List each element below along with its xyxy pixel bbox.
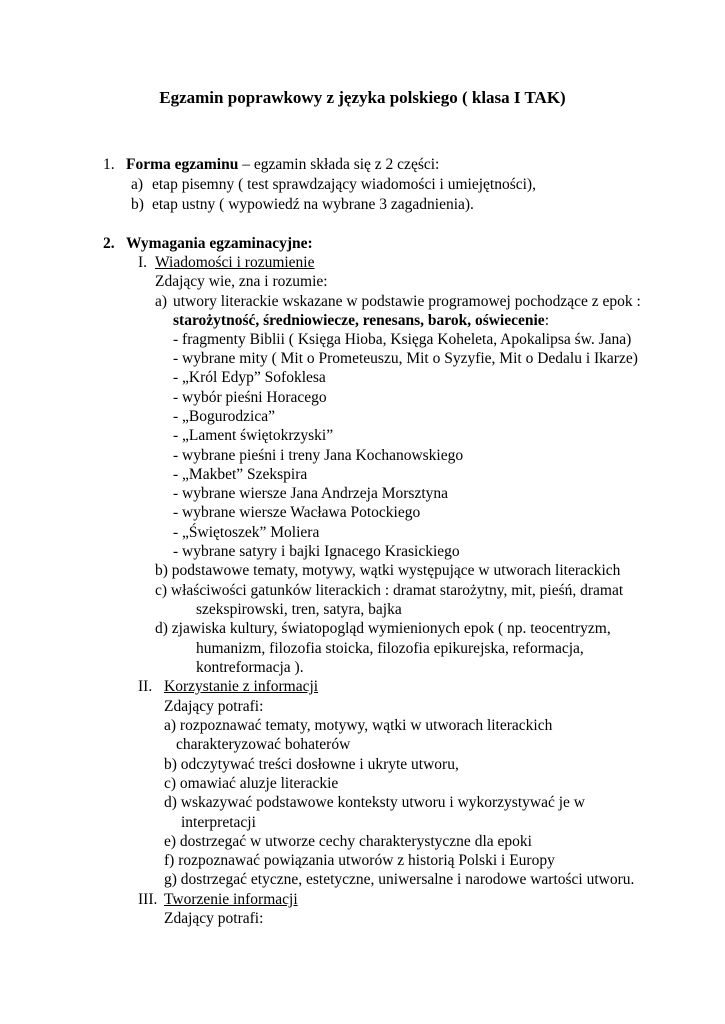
work-item: - wybrane pieśni i treny Jana Kochanowskiego bbox=[173, 447, 464, 464]
section-2-number: 2. bbox=[103, 235, 115, 252]
part-3-numeral: III. bbox=[138, 891, 158, 908]
part-1-item-d-cont: kontreformacja ). bbox=[196, 659, 304, 676]
work-item: - wybór pieśni Horacego bbox=[173, 389, 327, 406]
work-item: - „Bogurodzica” bbox=[173, 408, 275, 425]
work-item: - „Świętoszek” Moliera bbox=[173, 524, 320, 541]
work-item: - wybrane mity ( Mit o Prometeuszu, Mit o Syzyfie, Mit o Dedalu i Ikarze) bbox=[173, 350, 638, 367]
work-item: - „Król Edyp” Sofoklesa bbox=[173, 369, 326, 386]
part-2-item: c) omawiać aluzje literackie bbox=[164, 775, 339, 792]
part-2-item-cont: charakteryzować bohaterów bbox=[176, 736, 351, 753]
section-1-heading: Forma egzaminu bbox=[126, 156, 239, 173]
work-item: - „Lament świętokrzyski” bbox=[173, 427, 334, 444]
part-2-item: e) dostrzegać w utworze cechy charakterystyczne dla epoki bbox=[164, 833, 532, 850]
part-2-numeral: II. bbox=[138, 678, 153, 695]
part-1-item-d-cont: humanizm, filozofia stoicka, filozofia epikurejska, reformacja, bbox=[196, 640, 584, 657]
section-2-heading: Wymagania egzaminacyjne: bbox=[126, 235, 313, 252]
work-item: - wybrane wiersze Wacława Potockiego bbox=[173, 504, 421, 521]
part-2-item: b) odczytywać treści dosłowne i ukryte utworu, bbox=[164, 756, 459, 773]
section-1-item-a-text: etap pisemny ( test sprawdzający wiadomości i umiejętności), bbox=[152, 176, 536, 193]
part-1-heading: Wiadomości i rozumienie bbox=[155, 254, 315, 271]
part-2-heading: Korzystanie z informacji bbox=[164, 678, 319, 695]
section-1-item-b-text: etap ustny ( wypowiedź na wybrane 3 zagadnienia). bbox=[152, 196, 474, 213]
section-1-item-a-label: a) bbox=[131, 176, 144, 193]
work-item: - fragmenty Biblii ( Księga Hioba, Księga Koheleta, Apokalipsa św. Jana) bbox=[173, 331, 632, 348]
part-1-item-d: d) zjawiska kultury, światopogląd wymienionych epok ( np. teocentryzm, bbox=[155, 620, 611, 637]
section-1-number: 1. bbox=[103, 156, 115, 173]
part-2-item: a) rozpoznawać tematy, motywy, wątki w utworach literackich bbox=[164, 717, 553, 734]
page-title: Egzamin poprawkowy z języka polskiego ( klasa I TAK) bbox=[159, 88, 566, 107]
part-1-intro: Zdający wie, zna i rozumie: bbox=[155, 273, 328, 290]
part-1-item-c: c) właściwości gatunków literackich : dramat starożytny, mit, pieśń, dramat bbox=[155, 582, 624, 599]
part-2-item: f) rozpoznawać powiązania utworów z historią Polski i Europy bbox=[164, 852, 555, 869]
part-3-heading: Tworzenie informacji bbox=[164, 891, 298, 908]
part-2-item-cont: interpretacji bbox=[181, 814, 256, 831]
section-1-item-b-label: b) bbox=[131, 196, 144, 213]
part-2-item: d) wskazywać podstawowe konteksty utworu i wykorzystywać je w bbox=[164, 794, 585, 811]
work-item: - „Makbet” Szekspira bbox=[173, 466, 308, 483]
epochs-list: starożytność, średniowiecze, renesans, barok, oświecenie bbox=[173, 312, 545, 329]
work-item: - wybrane wiersze Jana Andrzeja Morsztyna bbox=[173, 485, 449, 502]
epochs-colon: : bbox=[544, 312, 549, 329]
part-1-item-b: b) podstawowe tematy, motywy, wątki występujące w utworach literackich bbox=[155, 562, 621, 579]
part-3-intro: Zdający potrafi: bbox=[164, 910, 264, 927]
section-1-heading-line bbox=[126, 155, 439, 174]
part-2-item: g) dostrzegać etyczne, estetyczne, uniwersalne i narodowe wartości utworu. bbox=[164, 871, 635, 888]
section-1-rest: – egzamin składa się z 2 części: bbox=[238, 156, 440, 173]
part-2-intro: Zdający potrafi: bbox=[164, 698, 264, 715]
part-1-numeral: I. bbox=[138, 254, 148, 271]
epochs-line bbox=[173, 311, 549, 330]
part-1-item-a-label: a) bbox=[155, 293, 168, 310]
part-1-item-c-cont: szekspirowski, tren, satyra, bajka bbox=[196, 601, 402, 618]
part-1-item-a-text: utwory literackie wskazane w podstawie programowej pochodzące z epok : bbox=[173, 293, 641, 310]
work-item: - wybrane satyry i bajki Ignacego Krasickiego bbox=[173, 543, 460, 560]
